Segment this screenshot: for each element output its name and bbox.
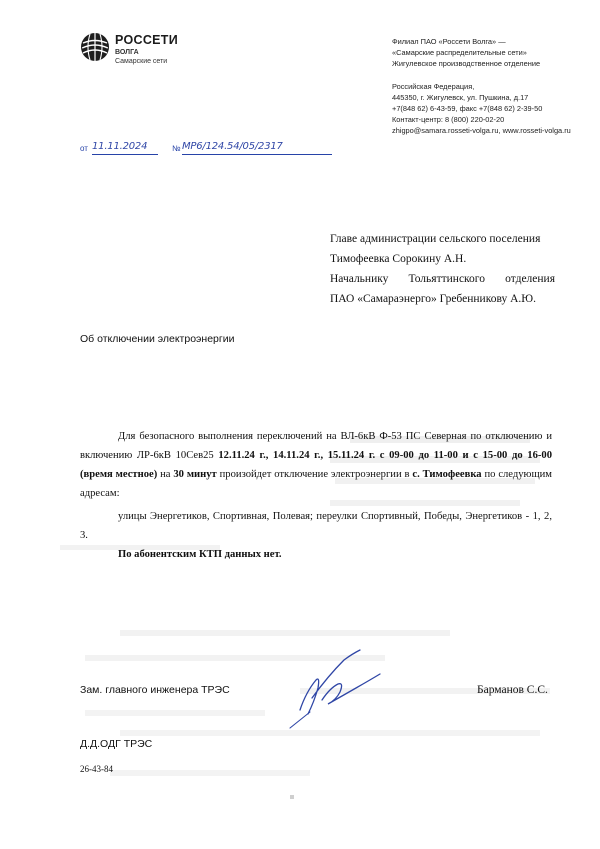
- handwritten-signature: [282, 640, 392, 730]
- addressee-line1: Главе администрации сельского поселения: [330, 233, 541, 245]
- org-info: [392, 36, 592, 137]
- addressee-line2: Тимофеевка Сорокину А.Н.: [330, 253, 467, 265]
- org-line2: «Самарские распределительные сети»: [392, 48, 527, 58]
- org-email-web: zhigpo@samara.rosseti-volga.ru, www.rosseti-volga.ru: [392, 126, 571, 136]
- logo-region: ВОЛГА: [115, 49, 139, 56]
- org-country: Российская Федерация,: [392, 81, 475, 91]
- executor-name: Д.Д.ОДГ ТРЭС: [80, 738, 153, 750]
- addressee-line4: ПАО «Самараэнерго» Гребенникову А.Ю.: [330, 293, 536, 305]
- company-logo: [80, 30, 200, 78]
- registration-number: МР6/124.54/05/2317: [182, 141, 283, 152]
- paragraph-3: По абонентским КТП данных нет.: [118, 549, 282, 560]
- p1-duration: 30 минут: [173, 469, 217, 480]
- signatory-position: Зам. главного инженера ТРЭС: [80, 684, 230, 696]
- from-label: от: [80, 144, 88, 153]
- p1-dates: 12.11.24 г., 14.11.24 г., 15.11.24 г. с 09-00 до 11-00 и с 15-00 до 16-00 (время местное): [80, 450, 552, 480]
- org-contact-center: Контакт-центр: 8 (800) 220-02-20: [392, 115, 505, 125]
- org-line3: Жигулевское производственное отделение: [392, 59, 541, 69]
- paragraph-1: [80, 427, 552, 503]
- rosseti-globe-icon: [80, 32, 110, 62]
- p1-text-g: по следующим адресам:: [80, 469, 552, 499]
- date-underline: [92, 154, 158, 155]
- registration-line: [80, 141, 340, 159]
- signatory-name: Барманов С.С.: [477, 684, 548, 696]
- registration-date: 11.11.2024: [92, 141, 148, 152]
- number-label: №: [172, 144, 181, 153]
- logo-subtitle: Самарские сети: [115, 58, 168, 65]
- executor-phone: 26-43-84: [80, 764, 113, 774]
- org-line1: Филиал ПАО «Россети Волга» —: [392, 37, 506, 46]
- paragraph-2: улицы Энергетиков, Спортивная, Полевая; переулки Спортивный, Победы, Энергетиков - 1, 2, 3.: [80, 511, 552, 541]
- subject: Об отключении электроэнергии: [80, 333, 235, 345]
- p1-text-e: произойдет отключение электроэнергии в: [216, 469, 413, 480]
- logo-name: РОССЕТИ: [115, 33, 179, 47]
- addressees: [330, 229, 555, 309]
- p1-text-c: на: [157, 469, 174, 480]
- org-phone-fax: +7(848 62) 6-43-59, факс +7(848 62) 2-39-50: [392, 104, 543, 114]
- number-underline: [182, 154, 332, 155]
- org-address: 445350, г. Жигулевск, ул. Пушкина, д.17: [392, 92, 529, 102]
- addressee-line3: Начальнику Тольяттинского отделения: [330, 273, 555, 285]
- p1-village: с. Тимофеевка: [412, 469, 482, 480]
- p1-text-a: Для безопасного выполнения переключений на ВЛ-6кВ Ф-53 ПС Северная по отключению и включению ЛР-6кВ 10Сев25: [80, 431, 552, 461]
- letter-body: [80, 427, 552, 564]
